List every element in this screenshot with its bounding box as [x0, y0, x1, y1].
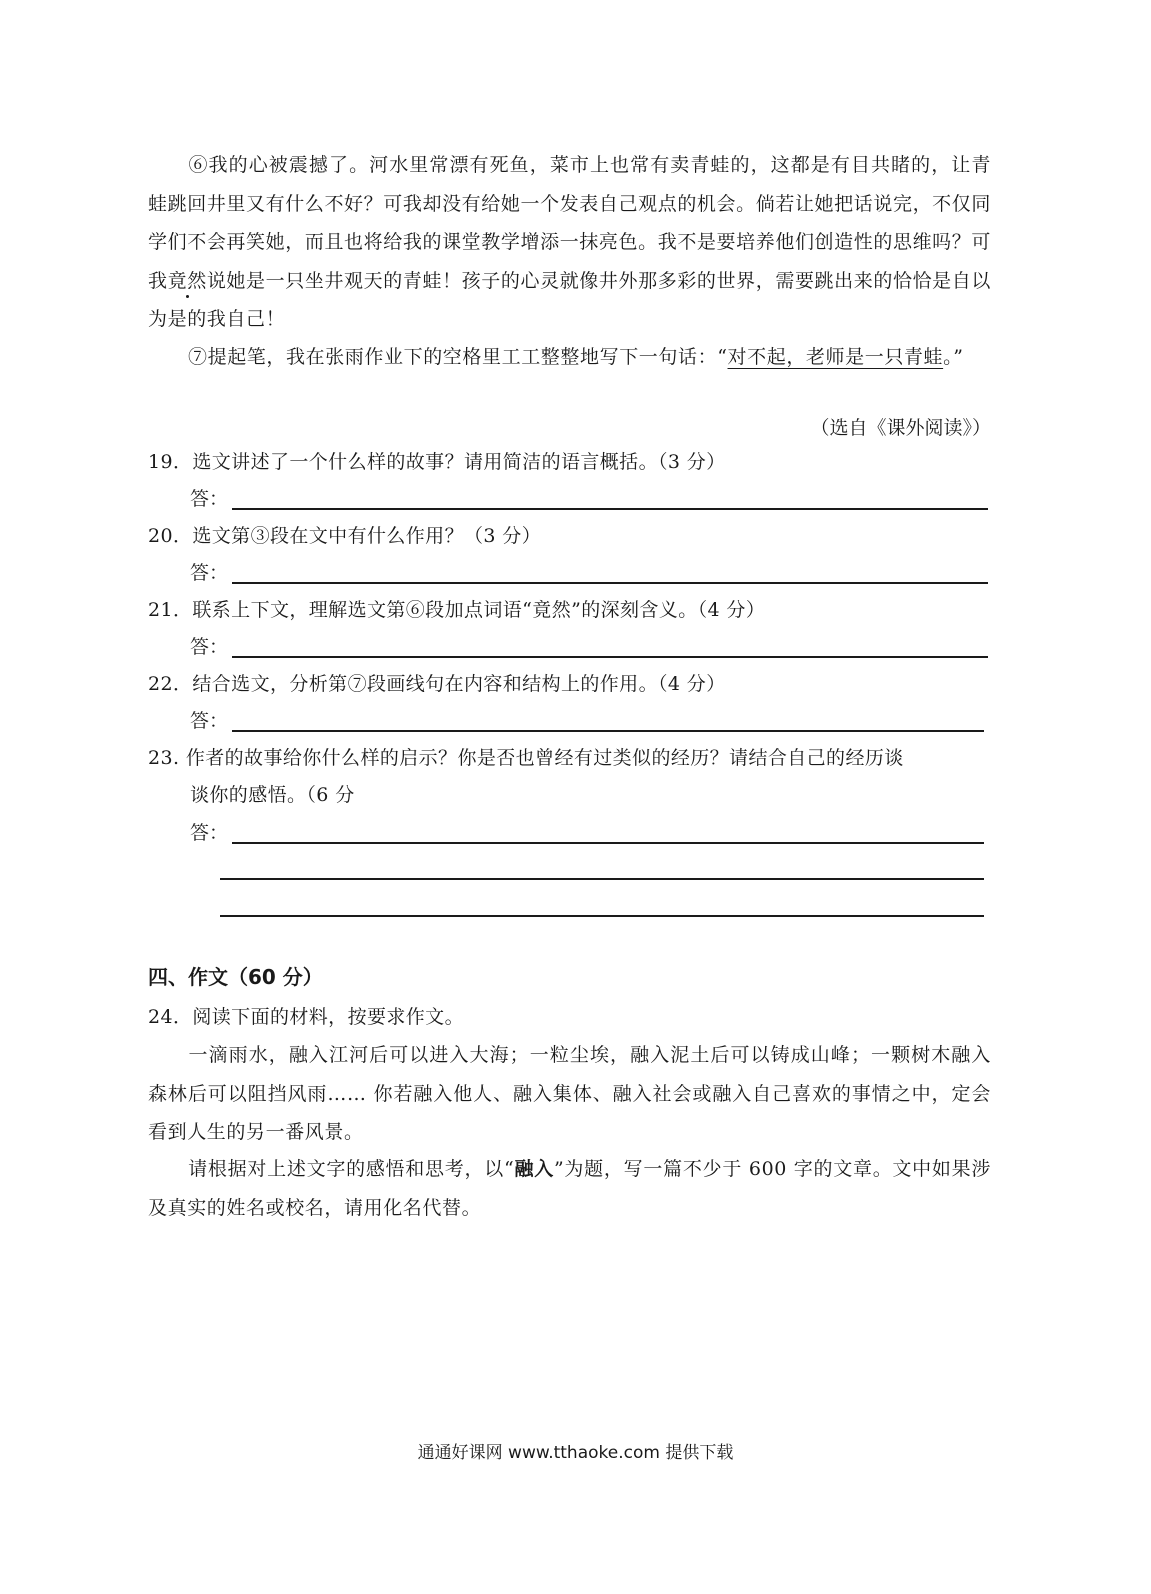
answer-label: 答：	[190, 710, 229, 732]
answer-line[interactable]	[220, 878, 984, 880]
answer-line[interactable]	[232, 730, 984, 732]
composition-material: 一滴雨水，融入江河后可以进入大海；一粒尘埃，融入泥土后可以铸成山峰；一颗树木融入森林后可以阻挡风雨…… 你若融入他人、融入集体、融入社会或融入自己喜欢的事情之中，定会看到人生的另一番风景。	[148, 1044, 991, 1143]
question-21: 21．联系上下文，理解选文第⑥段加点词语“竟然”的深刻含义。（4 分）	[148, 599, 766, 621]
composition-requirement: 请根据对上述文字的感悟和思考，以“融入”为题，写一篇不少于 600 字的文章。文中如果涉及真实的姓名或校名，请用化名代替。	[148, 1158, 992, 1219]
answer-label: 答：	[190, 822, 229, 844]
dotted-word: 竟然	[167, 269, 207, 292]
section-heading: 四、作文（60 分）	[148, 965, 323, 989]
answer-line[interactable]	[232, 842, 984, 844]
answer-label: 答：	[190, 488, 229, 510]
question-20: 20．选文第③段在文中有什么作用？（3 分）	[148, 525, 542, 547]
paragraph-6: ⑥我的心被震撼了。河水里常漂有死鱼，菜市上也常有卖青蛙的，这都是有目共睹的，让青蛙跳回井里又有什么不好？可我却没有给她一个发表自己观点的机会。倘若让她把话说完，不仅同学们不会再笑她，而且也将给我的课堂教学增添一抹亮色。我不是要培养他们创造性的思维吗？可我竟然说她是一只坐井观天的青蛙！孩子的心灵就像井外那多彩的世界，需要跳出来的恰恰是自以为是的我自己！	[148, 154, 991, 330]
source-citation: （选自《课外阅读》）	[810, 417, 991, 439]
question-19: 19．选文讲述了一个什么样的故事？请用简洁的语言概括。（3 分）	[148, 451, 726, 473]
question-22: 22．结合选文，分析第⑦段画线句在内容和结构上的作用。（4 分）	[148, 673, 726, 695]
question-24: 24．阅读下面的材料，按要求作文。	[148, 1006, 464, 1028]
answer-label: 答：	[190, 562, 229, 584]
paragraph-7: ⑦提起笔，我在张雨作业下的空格里工工整整地写下一句话：“对不起，老师是一只青蛙。”	[188, 346, 964, 368]
question-23-line2: 谈你的感悟。（6 分	[190, 784, 355, 806]
answer-label: 答：	[190, 636, 229, 658]
answer-line[interactable]	[232, 582, 988, 584]
question-23-line1: 23. 作者的故事给你什么样的启示？你是否也曾经有过类似的经历？请结合自己的经历谈	[148, 747, 904, 769]
essay-title: 融入	[514, 1158, 554, 1180]
answer-line[interactable]	[232, 656, 988, 658]
footer-credit: 通通好课网 www.tthaoke.com 提供下载	[417, 1443, 734, 1463]
answer-line[interactable]	[232, 508, 988, 510]
underlined-sentence: 对不起，老师是一只青蛙	[727, 346, 944, 368]
answer-line[interactable]	[220, 915, 984, 917]
